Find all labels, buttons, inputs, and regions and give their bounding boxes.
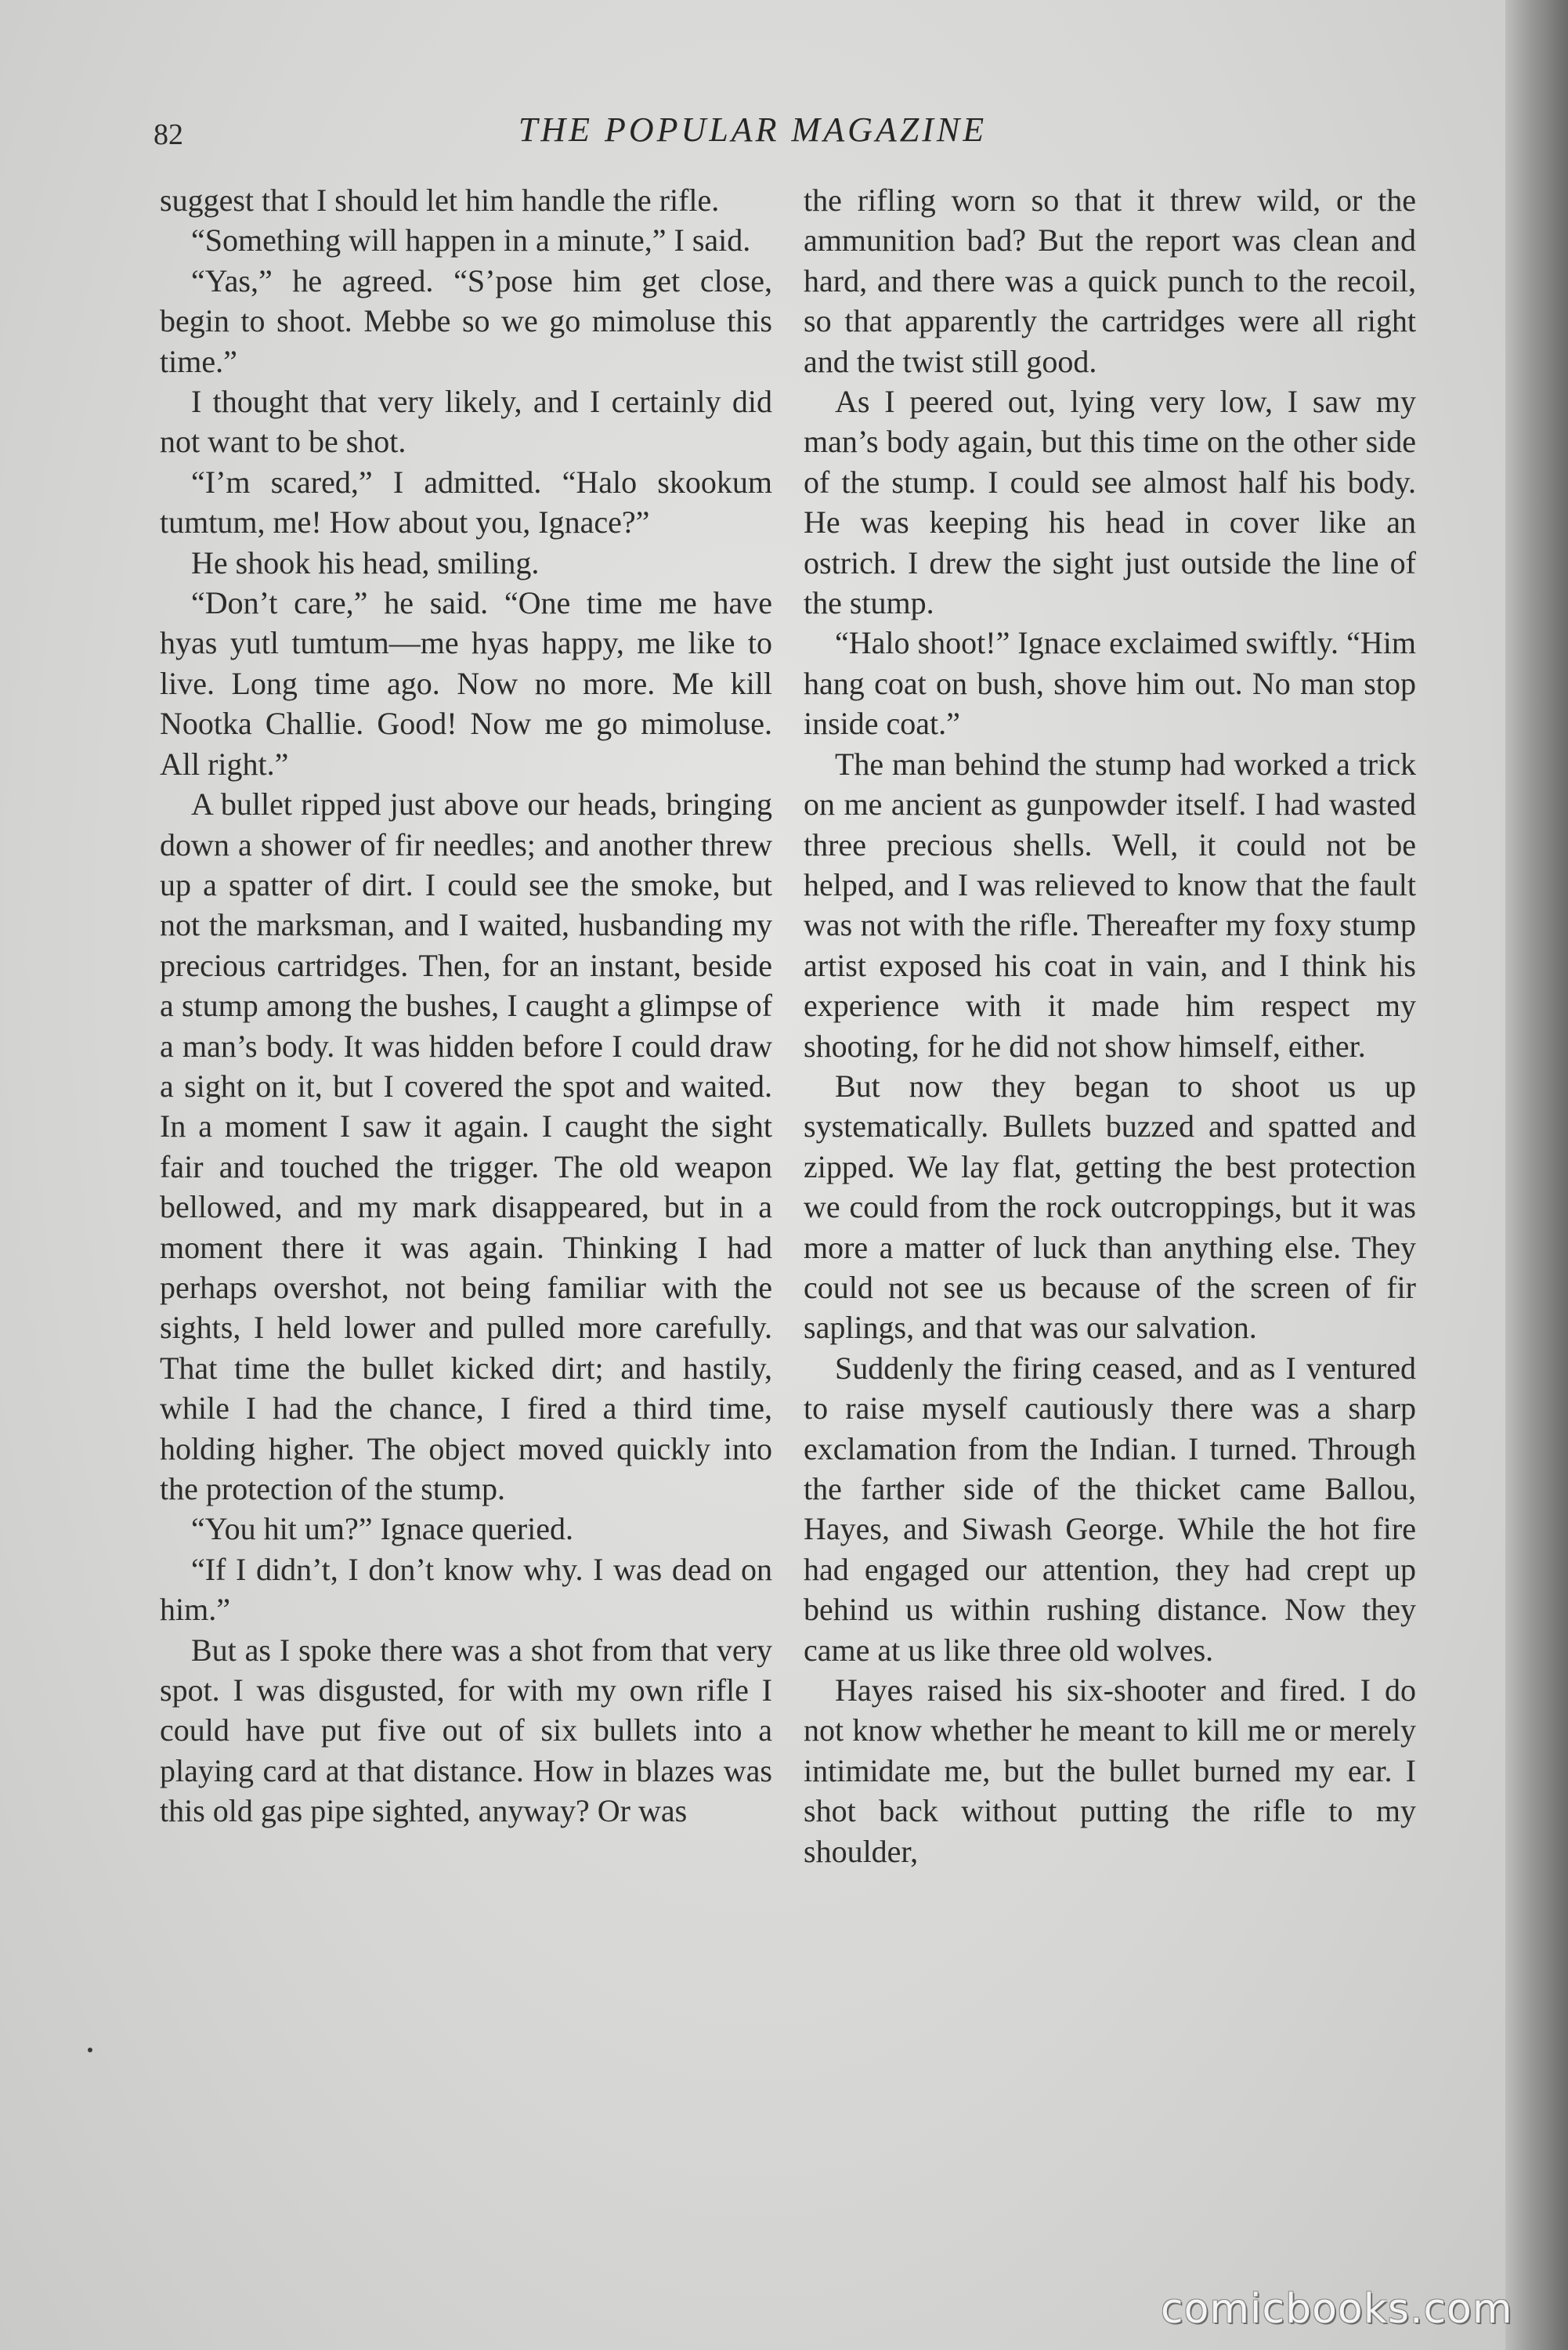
paragraph: “Don’t care,” he said. “One time me have hyas yutl tumtum—me hyas happy, me like to live. Long time ago. Now no more. Me kill Nootka Challie. Good! Now me go mimoluse. All right.” [160,585,772,782]
paragraph: “Something will happen in a minute,” I said. [191,222,751,258]
text-column-left [160,180,772,1831]
paragraph: He shook his head, smiling. [191,544,540,580]
running-head: THE POPULAR MAGAZINE [518,110,988,149]
print-speck [88,2048,92,2052]
paragraph: “If I didn’t, I don’t know why. I was dead on him.” [160,1551,772,1628]
paragraph: But as I spoke there was a shot from that very spot. I was disgusted, for with my own rifle I could have put five out of six bullets into a playing card at that distance. How in blazes was this old gas pipe sighted, anyway? Or was [160,1632,772,1829]
paragraph: Hayes raised his six-shooter and fired. I do not know whether he meant to kill me or merely intimidate me, but the bullet burned my ear. I shot back without putting the rifle to my shoulder, [804,1672,1416,1869]
paragraph: the rifling worn so that it threw wild, or the ammunition bad? But the report was clean and hard, and there was a quick punch to the recoil, so that apparently the cartridges were all right and the twist still good. [804,183,1416,379]
page-edge-shadow [1505,0,1568,2350]
paragraph: suggest that I should let him handle the rifle. [160,183,720,218]
paragraph: “Yas,” he agreed. “S’pose him get close, begin to shoot. Mebbe so we go mimoluse this time.” [160,262,772,379]
paragraph: I thought that very likely, and I certainly did not want to be shot. [160,384,772,460]
page-number: 82 [154,118,183,151]
watermark: comicbooks.com [1161,2286,1513,2333]
paragraph: But now they began to shoot us up systematically. Bullets buzzed and spatted and zipped. We lay flat, getting the best protection we could from the rock outcroppings, but it was more a matter of luck than anything else. They could not see us because of the screen of fir saplings, and that was our salvation. [804,1068,1416,1346]
paragraph: “Halo shoot!” Ignace exclaimed swiftly. “Him hang coat on bush, shove him out. No man stop inside coat.” [804,625,1416,742]
paragraph: The man behind the stump had worked a trick on me ancient as gunpowder itself. I had wasted three precious shells. Well, it could not be helped, and I was relieved to know that the fault was not with the rifle. Thereafter my foxy stump artist exposed his coat in vain, and I think his experience with it made him respect my shooting, for he did not show himself, either. [804,746,1416,1064]
text-column-right [804,180,1416,1871]
paragraph: “You hit um?” Ignace queried. [191,1511,574,1547]
paragraph: A bullet ripped just above our heads, bringing down a shower of fir needles; and another threw up a spatter of dirt. I could see the smoke, but not the marksman, and I waited, husbanding my precious cartridges. Then, for an instant, beside a stump among the bushes, I caught a glimpse of a man’s body. It was hidden before I could draw a sight on it, but I covered the spot and waited. In a moment I saw it again. I caught the sight fair and touched the trigger. The old weapon bellowed, and my mark disappeared, but in a moment there it was again. Thinking I had perhaps overshot, not being familiar with the sights, I held lower and pulled more carefully. That time the bullet kicked dirt; and hastily, while I had the chance, I fired a third time, holding higher. The object moved quickly into the protection of the stump. [160,786,772,1506]
paragraph: As I peered out, lying very low, I saw my man’s body again, but this time on the other side of the stump. I could see almost half his body. He was keeping his head in cover like an ostrich. I drew the sight just outside the line of the stump. [804,384,1416,621]
paragraph: “I’m scared,” I admitted. “Halo skookum tumtum, me! How about you, Ignace?” [160,464,772,540]
paragraph: Suddenly the firing ceased, and as I ventured to raise myself cautiously there was a sharp exclamation from the Indian. I turned. Through the farther side of the thicket came Ballou, Hayes, and Siwash George. While the hot fire had engaged our attention, they had crept up behind us within rushing distance. Now they came at us like three old wolves. [804,1350,1416,1668]
